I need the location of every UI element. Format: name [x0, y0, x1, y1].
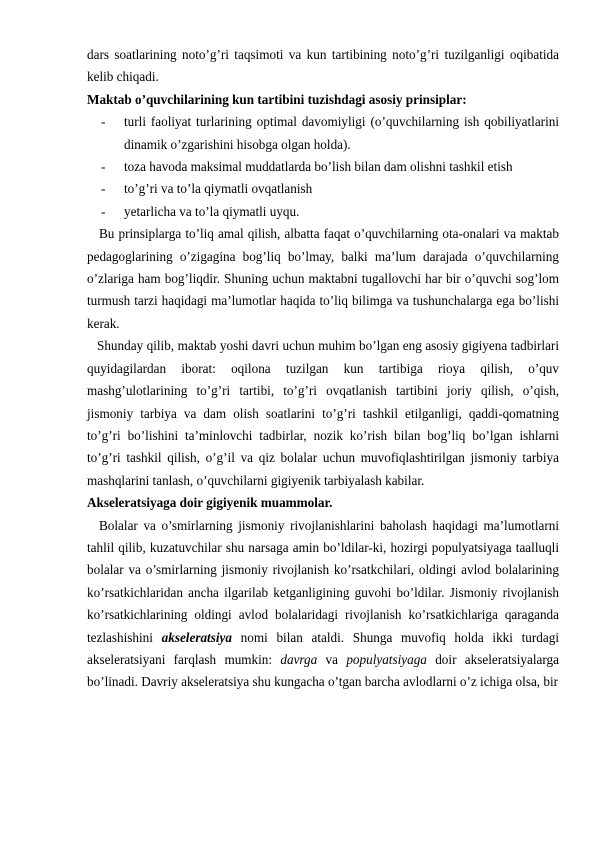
acceleration-type-period: davrga	[280, 651, 318, 667]
acceleration-type-population: populyatsiyaga	[346, 651, 427, 667]
list-item-text: yetarlicha va to’la qiymatli uyqu.	[124, 203, 300, 219]
list-item-text: turli faoliyat turlarining optimal davomiyligi (o’quvchilarning ish qobiliyatlarini dinamik o’zgarishini hisobga olgan holda).	[124, 114, 559, 152]
document-page	[87, 44, 559, 694]
dash-marker: -	[101, 159, 106, 175]
acceleration-text-3: va	[317, 651, 347, 667]
section-heading-acceleration: Akseleratsiyaga doir gigiyenik muammolar.	[87, 495, 333, 511]
dash-marker: -	[101, 203, 106, 219]
list-item-text: toza havoda maksimal muddatlarda bo’lish bilan dam olishni tashkil etish	[124, 159, 513, 175]
hygiene-measures-paragraph: Shunday qilib, maktab yoshi davri uchun muhim bo’lgan eng asosiy gigiyena tadbirlari quyidagilardan iborat: oqilona tuzilgan kun tartibiga rioya qilish, o’quv mashg’ulotlarining to’g’ri tartibi, to’g’ri ovqatlanish tartibini joriy qilish, o’qish, jismoniy tarbiya va dam olish soatlarini to’g’ri tashkil etilganligi, qaddi-qomatning to’g’ri bo’lishini ta’minlovchi tadbirlar, nozik ko’rish bilan bog’liq bo’lgan ishlarni to’g’ri tashkil qilish, o’g’il va qiz bolalar uchun muvofiqlashtirilgan jismoniy tarbiya mashqlarini tanlash, o’quvchilarni gigiyenik tarbiyalash kabilar.	[87, 338, 559, 488]
section-heading-principles: Maktab o’quvchilarining kun tartibini tuzishdagi asosiy prinsiplar:	[87, 91, 467, 107]
acceleration-text-4: doir akseleratsiyalarga bo’linadi. Davriy akseleratsiya shu kungacha o’tgan barcha avlodlarni o’z ichiga olsa, bir	[87, 651, 559, 690]
dash-marker: -	[101, 114, 106, 130]
acceleration-text-2: nomi bilan ataldi. Shunga muvofiq holda ikki turdagi akseleratsiyani farqlash mumkin:	[87, 629, 559, 667]
acceleration-paragraph	[87, 515, 559, 694]
list-item	[87, 111, 559, 156]
principles-list	[87, 111, 559, 223]
list-item	[87, 156, 559, 178]
list-item	[87, 201, 559, 223]
dash-marker: -	[101, 181, 106, 197]
principles-paragraph: Bu prinsiplarga to’liq amal qilish, albatta faqat o’quvchilarning ota-onalari va maktab pedagoglarining o’zigagina bog’liq bo’lmay, balki ma’lum darajada o’quvchilarning o’zlariga ham bog’liqdir. Shuning uchun maktabni tugallovchi har bir o’quvchi sog’lom turmush tarzi haqidagi ma’lumotlar haqida to’liq bilimga va tushunchalarga ega bo’lishi kerak.	[87, 226, 559, 331]
acceleration-term: akseleratsiya	[161, 629, 232, 645]
list-item-text: to’g’ri va to’la qiymatli ovqatlanish	[124, 181, 313, 197]
acceleration-text-1: Bolalar va o’smirlarning jismoniy rivojlanishlarini baholash haqidagi ma’lumotlarni tahlil qilib, kuzatuvchilar shu narsaga amin bo’ldilar-ki, hozirgi populyatsiyaga taalluqli bolalar va o’smirlarning jismoniy rivojlanish ko’rsatkchilari, oldingi avlod bolalarining ko’rsatkichlaridan ancha ilgarilab ketganligining guvohi bo’ldilar. Jismoniy rivojlanish ko’rsatkichlarining oldingi avlod bolalaridagi rivojlanish ko’rsatkichlariga qaraganda tezlashishini	[87, 517, 559, 645]
list-item	[87, 178, 559, 200]
intro-paragraph: dars soatlarining noto’g’ri taqsimoti va kun tartibining noto’g’ri tuzilganligi oqibatida kelib chiqadi.	[87, 47, 559, 85]
